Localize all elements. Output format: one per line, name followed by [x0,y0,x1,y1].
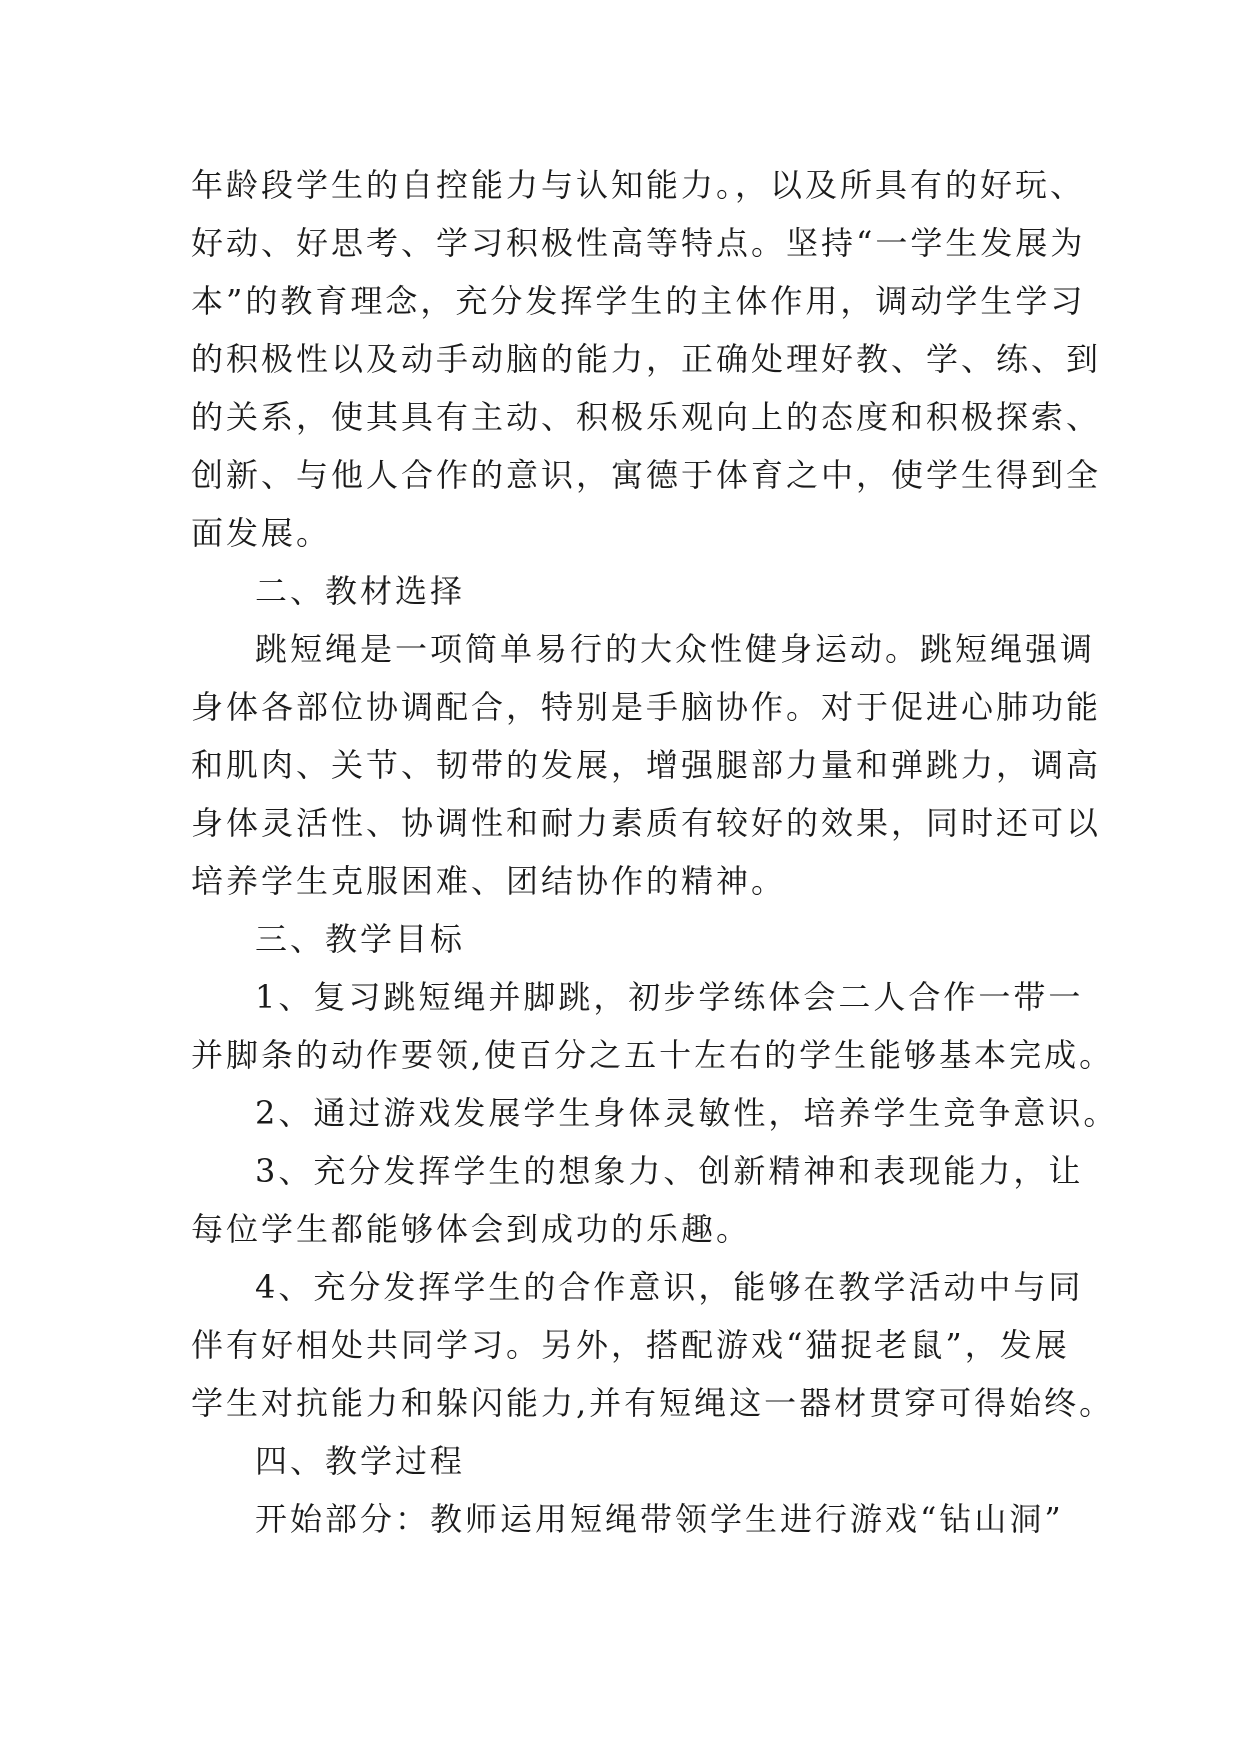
text-line: 面发展。 [191,514,332,552]
section-heading-textbook-selection: 二、教材选择 [255,572,466,610]
text-line: 和肌肉、关节、韧带的发展，增强腿部力量和弹跳力，调高 [191,746,1102,784]
section-heading-teaching-process: 四、教学过程 [255,1442,466,1480]
text-line: 开始部分：教师运用短绳带领学生进行游戏“钻山洞” [255,1500,1064,1538]
text-line: 跳短绳是一项简单易行的大众性健身运动。跳短绳强调 [255,630,1096,668]
text-line: 伴有好相处共同学习。另外，搭配游戏“猫捉老鼠”，发展 [191,1326,1070,1364]
text-line: 学生对抗能力和躲闪能力,并有短绳这一器材贯穿可得始终。 [191,1384,1115,1422]
text-line: 好动、好思考、学习积极性高等特点。坚持“一学生发展为 [191,224,1086,262]
section-heading-teaching-goals: 三、教学目标 [255,920,466,958]
text-line: 4、充分发挥学生的合作意识，能够在教学活动中与同 [255,1268,1084,1306]
text-line: 每位学生都能够体会到成功的乐趣。 [191,1210,752,1248]
text-line: 年龄段学生的自控能力与认知能力。，以及所具有的好玩、 [191,166,1086,204]
text-line: 1、复习跳短绳并脚跳，初步学练体会二人合作一带一 [255,978,1084,1016]
text-line: 的关系，使其具有主动、积极乐观向上的态度和积极探索、 [191,398,1102,436]
text-line: 并脚条的动作要领,使百分之五十左右的学生能够基本完成。 [191,1036,1115,1074]
text-line: 的积极性以及动手动脑的能力，正确处理好教、学、练、到 [191,340,1102,378]
text-line: 身体各部位协调配合，特别是手脑协作。对于促进心肺功能 [191,688,1102,726]
text-line: 培养学生克服困难、团结协作的精神。 [191,862,787,900]
text-line: 2、通过游戏发展学生身体灵敏性，培养学生竞争意识。 [255,1094,1119,1132]
text-line: 3、充分发挥学生的想象力、创新精神和表现能力，让 [255,1152,1084,1190]
text-line: 身体灵活性、协调性和耐力素质有较好的效果，同时还可以 [191,804,1102,842]
text-line: 本”的教育理念，充分发挥学生的主体作用，调动学生学习 [191,282,1086,320]
text-line: 创新、与他人合作的意识，寓德于体育之中，使学生得到全 [191,456,1102,494]
